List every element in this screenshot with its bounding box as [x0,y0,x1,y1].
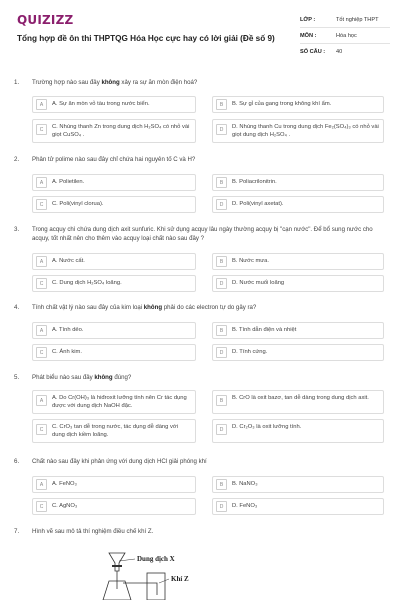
option-text: D. Nhúng thanh Cu trong dung dịch Fe₂(SO₄)₃ có nhỏ vài giọt dung dịch H₂SO₄ . [232,124,379,138]
question-7 [14,528,384,548]
option-b[interactable] [212,174,384,191]
question-number: 5. [14,374,20,381]
option-text: C. CrO₃ tan dễ trong nước, tác dụng dễ dàng với dung dịch kiềm loãng. [52,424,178,438]
option-text: A. Sự ăn mòn vỏ tàu trong nước biển. [52,100,150,107]
option-d[interactable] [212,498,384,515]
question-number: 2. [14,156,20,163]
question-3 [14,226,384,296]
question-4 [14,304,384,366]
option-c[interactable] [32,419,196,443]
option-text: C. Dung dịch H₂SO₄ loãng. [52,279,122,286]
meta-label: MÔN : [300,32,317,39]
option-text: C. Poli(vinyl clorua). [52,200,104,207]
meta-value: Tốt nghiệp THPT [336,16,379,23]
question-text: Trường hợp nào sau đây không xảy ra sự ăn mòn điện hoá? [32,79,198,86]
option-letter: C [36,347,47,358]
delivery-tube-icon [123,583,157,595]
dropping-funnel-icon [109,553,125,571]
option-letter: B [216,256,227,267]
option-letter: A [36,479,47,490]
meta-label: SỐ CÂU : [300,48,326,55]
option-letter: B [216,177,227,188]
option-text: D. Cr₂O₃ là oxit lưỡng tính. [232,424,302,430]
option-text: D. FeNO₃ [232,502,258,509]
option-letter: D [216,278,227,289]
option-a[interactable] [32,96,196,113]
meta-label: LỚP : [300,16,316,23]
option-c[interactable] [32,119,196,143]
label-solution-x: Dung dịch X [137,555,175,563]
question-2 [14,156,384,218]
option-letter: B [216,99,227,110]
option-letter: D [216,424,227,435]
option-text: A. Tính dẻo. [52,326,84,333]
option-letter: C [36,501,47,512]
option-text: B. Sự gỉ của gang trong không khí ẩm. [232,100,332,107]
option-d[interactable] [212,119,384,143]
option-d[interactable] [212,275,384,292]
question-text: Chất nào sau đây khi phản ứng với dung dịch HCl giải phóng khí [32,458,207,465]
document-title: Tổng hợp đề ôn thi THPTQG Hóa Học cực hay có lời giải (Đề số 9) [17,34,275,43]
option-a[interactable] [32,174,196,191]
quizizz-logo: QUIZIZZ [17,13,74,27]
question-number: 4. [14,304,20,311]
option-b[interactable] [212,96,384,113]
option-a[interactable] [32,390,196,414]
meta-row-grade [300,12,390,28]
question-number: 7. [14,528,20,535]
option-b[interactable] [212,253,384,270]
option-c[interactable] [32,196,196,213]
option-letter: B [216,479,227,490]
option-letter: A [36,177,47,188]
option-letter: D [216,199,227,210]
option-letter: B [216,395,227,406]
question-text: Hình vẽ sau mô tả thí nghiệm điều chế khí Z. [32,528,154,535]
option-text: C. Nhúng thanh Zn trong dung dịch H₂SO₄ có nhỏ vài giọt CuSO₄ . [52,124,190,138]
option-letter: A [36,395,47,406]
option-c[interactable] [32,344,196,361]
question-text: Trong acquy chì chứa dung dịch axit sunfuric. Khi sử dụng acquy lâu ngày thường acquy bị "cạn nước". Để bổ sung nước cho acquy, tốt nhất nên cho thêm vào acquy loại chất nào sau đây ? [32,226,373,242]
lab-apparatus-diagram [95,549,235,600]
option-text: D. Nước muối loãng [232,279,285,286]
page-header [0,0,400,70]
option-letter: C [36,124,47,135]
option-text: B. NaNO₃ [232,480,258,487]
question-5 [14,374,384,446]
option-text: B. Tính dẫn điện và nhiệt [232,326,297,333]
question-number: 6. [14,458,20,465]
option-text: A. Nước cất. [52,257,85,264]
label-gas-z: Khí Z [171,575,189,583]
option-d[interactable] [212,196,384,213]
option-c[interactable] [32,498,196,515]
option-c[interactable] [32,275,196,292]
option-text: C. Ánh kim. [52,348,82,355]
question-number: 1. [14,79,20,86]
option-letter: D [216,124,227,135]
option-text: B. Poliacrilonitrin. [232,178,277,185]
option-a[interactable] [32,476,196,493]
gas-jar-icon [147,573,165,600]
option-letter: A [36,256,47,267]
option-letter: C [36,199,47,210]
option-b[interactable] [212,476,384,493]
question-1 [14,79,384,149]
meta-row-subject [300,28,390,44]
option-text: A. Polietilen. [52,178,85,185]
question-text: Phân tử polime nào sau đây chỉ chứa hai nguyên tố C và H? [32,156,196,163]
option-letter: A [36,325,47,336]
option-text: C. AgNO₃ [52,502,78,509]
option-b[interactable] [212,322,384,339]
option-a[interactable] [32,253,196,270]
option-letter: B [216,325,227,336]
option-d[interactable] [212,419,384,443]
option-text: B. Nước mưa. [232,257,270,264]
option-letter: D [216,347,227,358]
option-text: A. FeNO₃ [52,480,77,487]
option-text: B. CrO là oxit bazơ, tan dễ dàng trong dung dịch axit. [232,395,369,401]
option-a[interactable] [32,322,196,339]
option-letter: D [216,501,227,512]
question-text: Tính chất vật lý nào sau đây của kim loại không phải do các electron tự do gây ra? [32,304,257,311]
meta-table [300,12,390,59]
option-letter: C [36,278,47,289]
question-number: 3. [14,226,20,233]
option-letter: C [36,424,47,435]
meta-value: Hóa học [336,32,357,39]
option-text: D. Poli(vinyl axetat). [232,200,284,207]
meta-value: 40 [336,48,343,55]
meta-row-count [300,44,390,59]
option-text: A. Do Cr(OH)₃ là hiđroxit lưỡng tính nên Cr tác dụng được với dung dịch NaOH đặc. [52,395,187,409]
option-text: D. Tính cứng. [232,348,268,355]
option-letter: A [36,99,47,110]
question-6 [14,458,384,520]
question-text: Phát biểu nào sau đây không đúng? [32,374,132,381]
option-b[interactable] [212,390,384,414]
option-d[interactable] [212,344,384,361]
